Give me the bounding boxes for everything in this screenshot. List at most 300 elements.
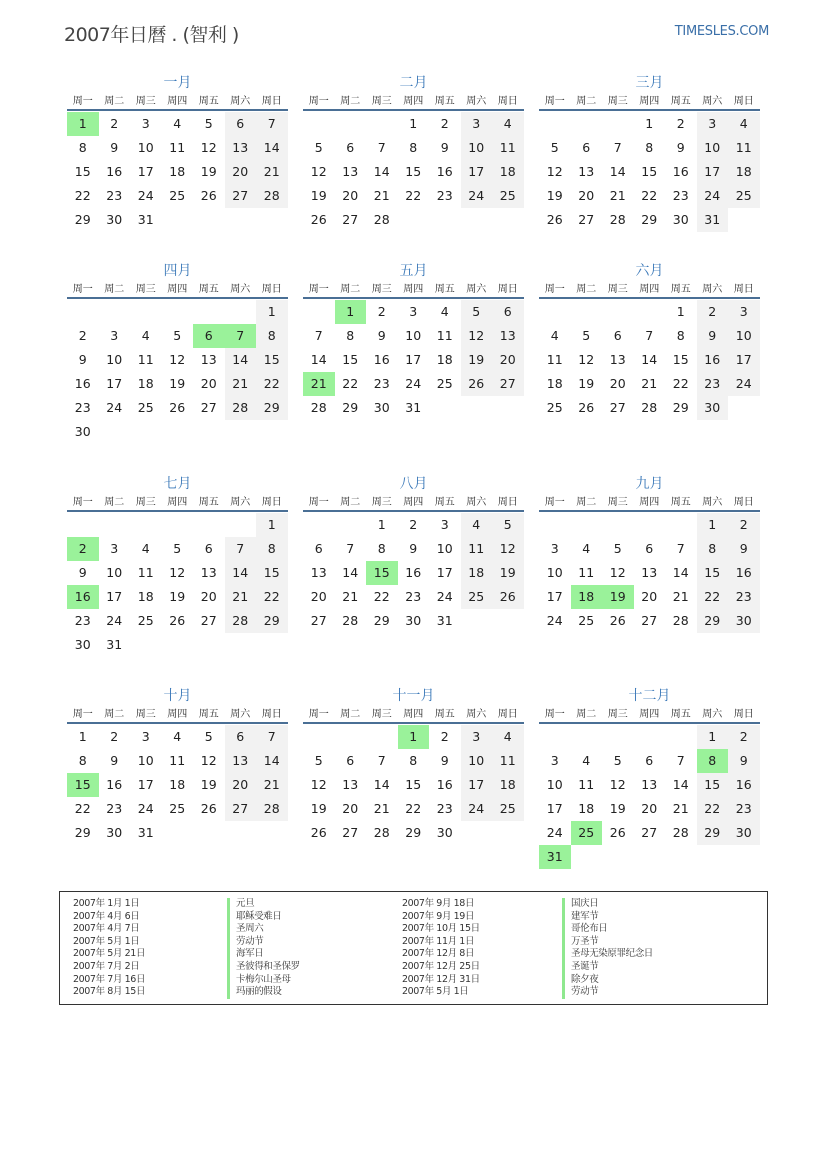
empty-cell <box>492 609 524 633</box>
empty-cell <box>571 300 603 324</box>
day-cell: 7 <box>225 324 257 348</box>
month-calendar <box>303 261 524 420</box>
day-cell: 17 <box>728 348 760 372</box>
week-row <box>539 609 760 633</box>
empty-cell <box>225 420 257 444</box>
empty-cell <box>602 845 634 869</box>
day-cell: 9 <box>440 140 449 155</box>
weekday-label: 周四 <box>403 709 424 720</box>
day-cell: 13 <box>492 324 524 348</box>
day-cell: 18 <box>137 589 154 604</box>
day-cell: 8 <box>78 140 87 155</box>
week-row <box>539 208 760 232</box>
holiday-date: 2007年 5月 1日 <box>402 986 469 998</box>
holiday-dates-right <box>402 898 480 999</box>
week-row <box>67 184 288 208</box>
day-cell: 22 <box>697 797 729 821</box>
day-cell: 9 <box>78 352 87 367</box>
day-cell: 23 <box>436 188 453 203</box>
week-row <box>539 845 760 869</box>
day-cell: 24 <box>436 589 453 604</box>
day-cell: 19 <box>546 188 563 203</box>
weekday-label: 周六 <box>702 96 723 107</box>
week-row <box>303 396 524 420</box>
weekday-header <box>539 494 760 512</box>
day-cell: 8 <box>409 140 418 155</box>
empty-cell <box>539 513 571 537</box>
empty-cell <box>225 633 257 657</box>
day-cell: 3 <box>110 328 119 343</box>
week-row <box>539 561 760 585</box>
day-cell: 27 <box>200 400 217 415</box>
empty-cell <box>461 609 493 633</box>
weekday-label: 周一 <box>308 709 329 720</box>
weekday-label: 周三 <box>607 497 628 508</box>
week-row <box>539 797 760 821</box>
day-cell: 6 <box>193 324 225 348</box>
weekday-header <box>67 281 288 299</box>
day-cell: 12 <box>310 777 327 792</box>
day-cell: 4 <box>173 116 182 131</box>
weekday-label: 周四 <box>403 497 424 508</box>
day-cell: 27 <box>578 212 595 227</box>
empty-cell <box>665 845 697 869</box>
day-cell: 6 <box>645 541 654 556</box>
day-cell: 13 <box>310 565 327 580</box>
weekday-label: 周五 <box>670 709 691 720</box>
day-cell: 21 <box>373 188 390 203</box>
day-cell: 3 <box>697 112 729 136</box>
day-cell: 15 <box>672 352 689 367</box>
day-cell: 23 <box>728 585 760 609</box>
empty-cell <box>461 396 493 420</box>
day-cell: 5 <box>173 328 182 343</box>
day-cell: 5 <box>204 729 213 744</box>
week-row <box>303 184 524 208</box>
week-row <box>67 561 288 585</box>
day-cell: 1 <box>256 300 288 324</box>
day-cell: 5 <box>461 300 493 324</box>
day-cell: 19 <box>492 561 524 585</box>
weekday-label: 周日 <box>261 284 282 295</box>
day-cell: 27 <box>641 613 658 628</box>
weekday-label: 周一 <box>308 96 329 107</box>
empty-cell <box>67 300 99 324</box>
day-cell: 7 <box>314 328 323 343</box>
weekday-label: 周四 <box>167 284 188 295</box>
empty-cell <box>162 208 194 232</box>
month-calendar <box>539 474 760 633</box>
day-cell: 4 <box>141 328 150 343</box>
day-cell: 26 <box>169 613 186 628</box>
weekday-header <box>539 706 760 724</box>
week-row <box>539 184 760 208</box>
weekday-label: 周四 <box>639 284 660 295</box>
day-cell: 1 <box>67 112 99 136</box>
day-cell: 20 <box>578 188 595 203</box>
day-cell: 15 <box>405 777 422 792</box>
day-cell: 14 <box>672 777 689 792</box>
empty-cell <box>461 208 493 232</box>
weekday-label: 周二 <box>104 497 125 508</box>
month-calendar <box>303 686 524 845</box>
empty-cell <box>366 112 398 136</box>
weekday-label: 周四 <box>403 284 424 295</box>
day-cell: 30 <box>697 396 729 420</box>
day-cell: 10 <box>461 749 493 773</box>
day-cell: 27 <box>609 400 626 415</box>
empty-cell <box>728 845 760 869</box>
empty-cell <box>728 208 760 232</box>
week-row <box>539 749 760 773</box>
holiday-name: 万圣节 <box>571 935 599 947</box>
day-cell: 5 <box>173 541 182 556</box>
weekday-label: 周日 <box>497 284 518 295</box>
day-cell: 8 <box>256 537 288 561</box>
day-cell: 13 <box>200 565 217 580</box>
empty-cell <box>634 845 666 869</box>
weekday-label: 周三 <box>135 497 156 508</box>
day-cell: 24 <box>697 184 729 208</box>
weekday-label: 周五 <box>434 497 455 508</box>
weekday-label: 周六 <box>466 284 487 295</box>
empty-cell <box>539 300 571 324</box>
day-cell: 2 <box>440 116 449 131</box>
day-cell: 13 <box>342 164 359 179</box>
day-cell: 5 <box>582 328 591 343</box>
weekday-label: 周日 <box>261 709 282 720</box>
day-cell: 3 <box>141 729 150 744</box>
day-cell: 6 <box>613 328 622 343</box>
day-cell: 1 <box>409 116 418 131</box>
week-row <box>539 821 760 845</box>
day-cell: 12 <box>310 164 327 179</box>
empty-cell <box>162 513 194 537</box>
day-cell: 16 <box>728 773 760 797</box>
day-cell: 18 <box>436 352 453 367</box>
day-cell: 6 <box>492 300 524 324</box>
weekday-label: 周日 <box>497 96 518 107</box>
empty-cell <box>99 300 131 324</box>
day-cell: 3 <box>141 116 150 131</box>
weekday-header <box>303 706 524 724</box>
day-cell: 6 <box>582 140 591 155</box>
day-cell: 16 <box>373 352 390 367</box>
day-cell: 5 <box>613 753 622 768</box>
day-cell: 21 <box>373 801 390 816</box>
empty-cell <box>303 112 335 136</box>
day-cell: 24 <box>728 372 760 396</box>
day-cell: 10 <box>436 541 453 556</box>
day-cell: 15 <box>74 164 91 179</box>
day-cell: 12 <box>200 753 217 768</box>
empty-cell <box>728 396 760 420</box>
week-row <box>303 797 524 821</box>
weekday-header <box>303 494 524 512</box>
empty-cell <box>225 513 257 537</box>
month-name: 四月 <box>163 263 192 279</box>
day-cell: 1 <box>78 729 87 744</box>
day-cell: 17 <box>546 589 563 604</box>
day-cell: 2 <box>110 116 119 131</box>
day-cell: 30 <box>106 212 123 227</box>
week-row <box>67 749 288 773</box>
day-cell: 7 <box>377 140 386 155</box>
weekday-label: 周五 <box>198 497 219 508</box>
week-row <box>303 348 524 372</box>
week-row <box>67 513 288 537</box>
week-row <box>303 112 524 136</box>
day-cell: 18 <box>728 160 760 184</box>
day-cell: 21 <box>342 589 359 604</box>
day-cell: 30 <box>74 424 91 439</box>
empty-cell <box>602 513 634 537</box>
week-row <box>303 561 524 585</box>
weekday-header <box>303 93 524 111</box>
day-cell: 9 <box>78 565 87 580</box>
day-cell: 31 <box>137 212 154 227</box>
week-row <box>67 136 288 160</box>
weekday-label: 周三 <box>371 709 392 720</box>
day-cell: 23 <box>436 801 453 816</box>
month-name: 七月 <box>163 476 192 492</box>
day-cell: 12 <box>200 140 217 155</box>
day-cell: 26 <box>461 372 493 396</box>
empty-cell <box>335 725 367 749</box>
day-cell: 19 <box>602 585 634 609</box>
month-calendar <box>539 261 760 420</box>
day-cell: 2 <box>728 513 760 537</box>
day-cell: 21 <box>225 372 257 396</box>
day-cell: 3 <box>110 541 119 556</box>
day-cell: 8 <box>697 749 729 773</box>
weekday-label: 周一 <box>544 497 565 508</box>
empty-cell <box>634 300 666 324</box>
day-cell: 7 <box>346 541 355 556</box>
day-cell: 6 <box>314 541 323 556</box>
day-cell: 29 <box>74 825 91 840</box>
empty-cell <box>634 513 666 537</box>
day-cell: 11 <box>546 352 563 367</box>
day-cell: 18 <box>137 376 154 391</box>
day-cell: 23 <box>728 797 760 821</box>
weekday-label: 周二 <box>576 284 597 295</box>
day-cell: 17 <box>405 352 422 367</box>
weekday-label: 周五 <box>434 96 455 107</box>
day-cell: 9 <box>697 324 729 348</box>
day-cell: 11 <box>169 140 186 155</box>
day-cell: 24 <box>137 801 154 816</box>
day-cell: 9 <box>440 753 449 768</box>
holiday-names-left <box>227 898 300 999</box>
day-cell: 29 <box>405 825 422 840</box>
empty-cell <box>634 725 666 749</box>
weekday-header <box>539 93 760 111</box>
week-row <box>67 420 288 444</box>
holiday-date: 2007年 12月 8日 <box>402 948 475 960</box>
day-cell: 10 <box>405 328 422 343</box>
holiday-date: 2007年 12月 25日 <box>402 960 480 972</box>
day-cell: 25 <box>169 188 186 203</box>
day-cell: 28 <box>672 825 689 840</box>
day-cell: 26 <box>546 212 563 227</box>
day-cell: 2 <box>728 725 760 749</box>
day-cell: 4 <box>492 725 524 749</box>
empty-cell <box>492 208 524 232</box>
holiday-list <box>59 891 768 1005</box>
day-cell: 20 <box>310 589 327 604</box>
day-cell: 19 <box>169 589 186 604</box>
day-cell: 15 <box>256 561 288 585</box>
empty-cell <box>571 513 603 537</box>
week-row <box>539 372 760 396</box>
weekday-label: 周四 <box>639 709 660 720</box>
holiday-date: 2007年 9月 18日 <box>402 898 475 909</box>
weekday-header <box>67 93 288 111</box>
day-cell: 20 <box>225 773 257 797</box>
weekday-label: 周日 <box>733 284 754 295</box>
holiday-date: 2007年 9月 19日 <box>402 910 475 922</box>
day-cell: 12 <box>546 164 563 179</box>
day-cell: 15 <box>67 773 99 797</box>
weekday-label: 周五 <box>670 96 691 107</box>
page-title: 2007年日曆 . (智利 ) <box>64 24 239 46</box>
empty-cell <box>162 420 194 444</box>
week-row <box>539 300 760 324</box>
day-cell: 18 <box>546 376 563 391</box>
day-cell: 14 <box>256 136 288 160</box>
day-cell: 19 <box>310 188 327 203</box>
weekday-label: 周一 <box>72 96 93 107</box>
day-cell: 26 <box>492 585 524 609</box>
site-link[interactable]: TIMESLES.COM <box>674 24 769 39</box>
day-cell: 25 <box>436 376 453 391</box>
day-cell: 30 <box>672 212 689 227</box>
day-cell: 27 <box>225 797 257 821</box>
day-cell: 4 <box>728 112 760 136</box>
empty-cell <box>225 208 257 232</box>
empty-cell <box>429 396 461 420</box>
day-cell: 9 <box>409 541 418 556</box>
day-cell: 20 <box>609 376 626 391</box>
weekday-label: 周二 <box>104 284 125 295</box>
empty-cell <box>665 513 697 537</box>
day-cell: 12 <box>169 352 186 367</box>
month-calendar <box>303 474 524 633</box>
day-cell: 16 <box>672 164 689 179</box>
day-cell: 7 <box>613 140 622 155</box>
day-cell: 24 <box>405 376 422 391</box>
weekday-label: 周六 <box>466 709 487 720</box>
day-cell: 4 <box>461 513 493 537</box>
day-cell: 11 <box>578 777 595 792</box>
holiday-name: 卡梅尔山圣母 <box>236 973 291 985</box>
day-cell: 23 <box>672 188 689 203</box>
day-cell: 4 <box>492 112 524 136</box>
day-cell: 5 <box>492 513 524 537</box>
day-cell: 3 <box>550 753 559 768</box>
holiday-date: 2007年 12月 31日 <box>402 973 480 985</box>
weekday-label: 周四 <box>639 96 660 107</box>
day-cell: 1 <box>335 300 367 324</box>
day-cell: 7 <box>256 112 288 136</box>
day-cell: 13 <box>641 777 658 792</box>
week-row <box>539 324 760 348</box>
day-cell: 15 <box>641 164 658 179</box>
day-cell: 9 <box>110 753 119 768</box>
holiday-date: 2007年 10月 15日 <box>402 923 480 935</box>
day-cell: 4 <box>582 753 591 768</box>
day-cell: 1 <box>697 725 729 749</box>
day-cell: 21 <box>256 160 288 184</box>
day-cell: 30 <box>373 400 390 415</box>
holiday-dates-left <box>73 898 145 999</box>
day-cell: 12 <box>609 777 626 792</box>
weekday-header <box>67 706 288 724</box>
day-cell: 27 <box>492 372 524 396</box>
day-cell: 10 <box>106 565 123 580</box>
day-cell: 3 <box>440 517 449 532</box>
empty-cell <box>571 725 603 749</box>
holiday-date: 2007年 8月 15日 <box>73 986 146 998</box>
day-cell: 14 <box>310 352 327 367</box>
day-cell: 10 <box>546 565 563 580</box>
week-row <box>303 136 524 160</box>
weekday-label: 周三 <box>607 284 628 295</box>
day-cell: 21 <box>609 188 626 203</box>
day-cell: 7 <box>645 328 654 343</box>
empty-cell <box>193 633 225 657</box>
week-row <box>303 749 524 773</box>
day-cell: 13 <box>609 352 626 367</box>
weekday-label: 周三 <box>607 96 628 107</box>
day-cell: 7 <box>225 537 257 561</box>
day-cell: 26 <box>200 801 217 816</box>
day-cell: 29 <box>342 400 359 415</box>
day-cell: 18 <box>492 160 524 184</box>
day-cell: 27 <box>225 184 257 208</box>
month-calendar <box>67 474 288 657</box>
empty-cell <box>130 513 162 537</box>
holiday-name: 劳动节 <box>236 935 264 947</box>
day-cell: 15 <box>342 352 359 367</box>
week-row <box>67 208 288 232</box>
day-cell: 8 <box>256 324 288 348</box>
day-cell: 28 <box>342 613 359 628</box>
day-cell: 11 <box>461 537 493 561</box>
weekday-label: 周二 <box>576 497 597 508</box>
day-cell: 19 <box>461 348 493 372</box>
holiday-date: 2007年 4月 7日 <box>73 923 140 935</box>
day-cell: 16 <box>106 777 123 792</box>
weekday-label: 周六 <box>702 284 723 295</box>
day-cell: 1 <box>256 513 288 537</box>
day-cell: 11 <box>137 352 154 367</box>
empty-cell <box>665 725 697 749</box>
day-cell: 27 <box>342 212 359 227</box>
weekday-label: 周一 <box>72 709 93 720</box>
day-cell: 25 <box>546 400 563 415</box>
day-cell: 8 <box>409 753 418 768</box>
day-cell: 11 <box>492 749 524 773</box>
day-cell: 22 <box>405 188 422 203</box>
empty-cell <box>256 420 288 444</box>
weekday-label: 周六 <box>230 709 251 720</box>
holiday-date: 2007年 4月 6日 <box>73 910 140 922</box>
day-cell: 1 <box>377 517 386 532</box>
day-cell: 9 <box>728 537 760 561</box>
day-cell: 30 <box>106 825 123 840</box>
